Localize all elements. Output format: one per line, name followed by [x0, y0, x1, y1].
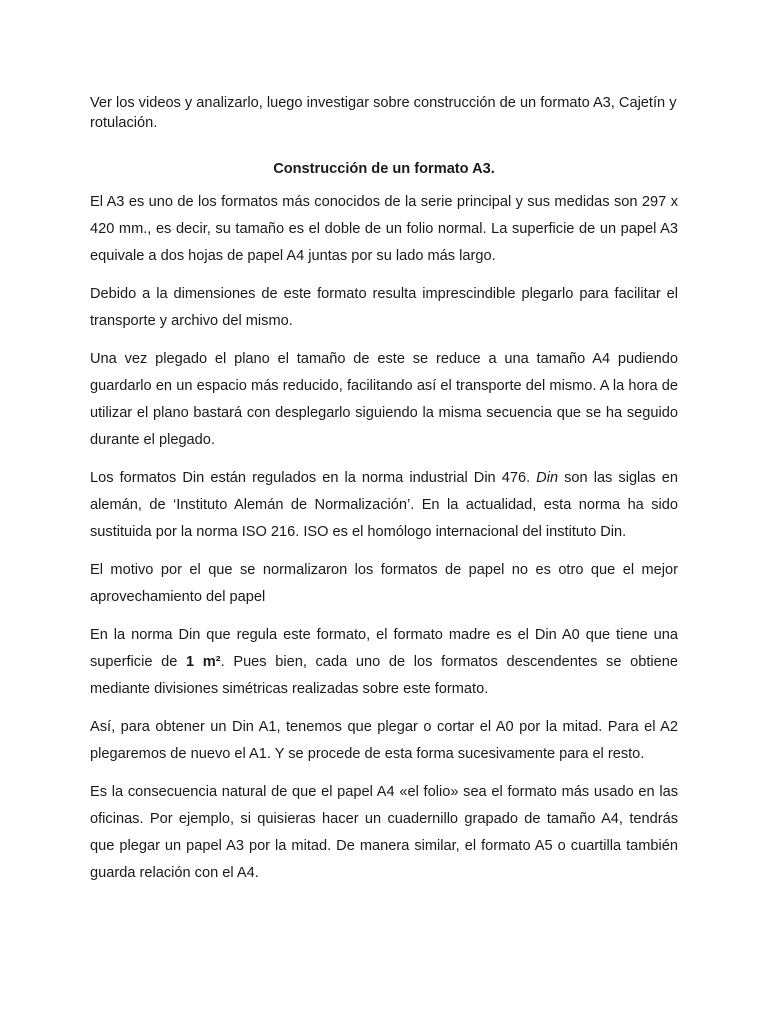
paragraph-a1-a2: Así, para obtener un Din A1, tenemos que plegar o cortar el A0 por la mitad. Para el A2 plegaremos de nuevo el A1. Y se procede de esta forma sucesivamente para el resto. — [90, 719, 678, 762]
din-italic-term: Din — [536, 470, 559, 486]
paragraph-a0-format — [90, 622, 678, 703]
paragraph-normalization-motive: El motivo por el que se normalizaron los formatos de papel no es otro que el mejor aprovechamiento del papel — [90, 562, 678, 605]
paragraph-din-standard — [90, 465, 678, 546]
paragraph-a3-definition: El A3 es uno de los formatos más conocidos de la serie principal y sus medidas son 297 x 420 mm., es decir, su tamaño es el doble de un folio normal. La superficie de un papel A3 equivale a dos hojas de papel A4 juntas por su lado más largo. — [90, 194, 678, 264]
din-standard-text-1: Los formatos Din están regulados en la norma industrial Din 476. — [90, 470, 537, 486]
paragraph-a4-usage: Es la consecuencia natural de que el papel A4 «el folio» sea el formato más usado en las oficinas. Por ejemplo, si quisieras hacer un cuadernillo grapado de tamaño A4, tendrás que plegar un papel A3 por la mitad. De manera similar, el formato A5 o cuartilla también guarda relación con el A4. — [90, 784, 678, 881]
a0-text-1: En la norma Din que regula este formato, el formato madre es el Din A0 que tiene una superficie de — [90, 627, 678, 670]
paragraph-folded-size: Una vez plegado el plano el tamaño de este se reduce a una tamaño A4 pudiendo guardarlo en un espacio más reducido, facilitando así el transporte del mismo. A la hora de utilizar el plano bastará con desplegarlo siguiendo la misma secuencia que se ha seguido durante el plegado. — [90, 351, 678, 448]
din-standard-text-2: son las siglas en alemán, de ‘Instituto Alemán de Normalización’. En la actualidad, esta norma ha sido sustituida por la norma ISO 216. ISO es el homólogo internacional del instituto Din. — [90, 470, 678, 540]
paragraph-folding-reason: Debido a la dimensiones de este formato resulta imprescindible plegarlo para facilitar el transporte y archivo del mismo. — [90, 286, 678, 329]
intro-paragraph: Ver los videos y analizarlo, luego investigar sobre construcción de un formato A3, Cajetín y rotulación. — [90, 95, 677, 131]
a0-text-2: . Pues bien, cada uno de los formatos descendentes se obtiene mediante divisiones simétricas realizadas sobre este formato. — [90, 654, 678, 697]
a0-area-value: 1 m² — [186, 654, 221, 670]
section-title: Construcción de un formato A3. — [273, 161, 495, 177]
